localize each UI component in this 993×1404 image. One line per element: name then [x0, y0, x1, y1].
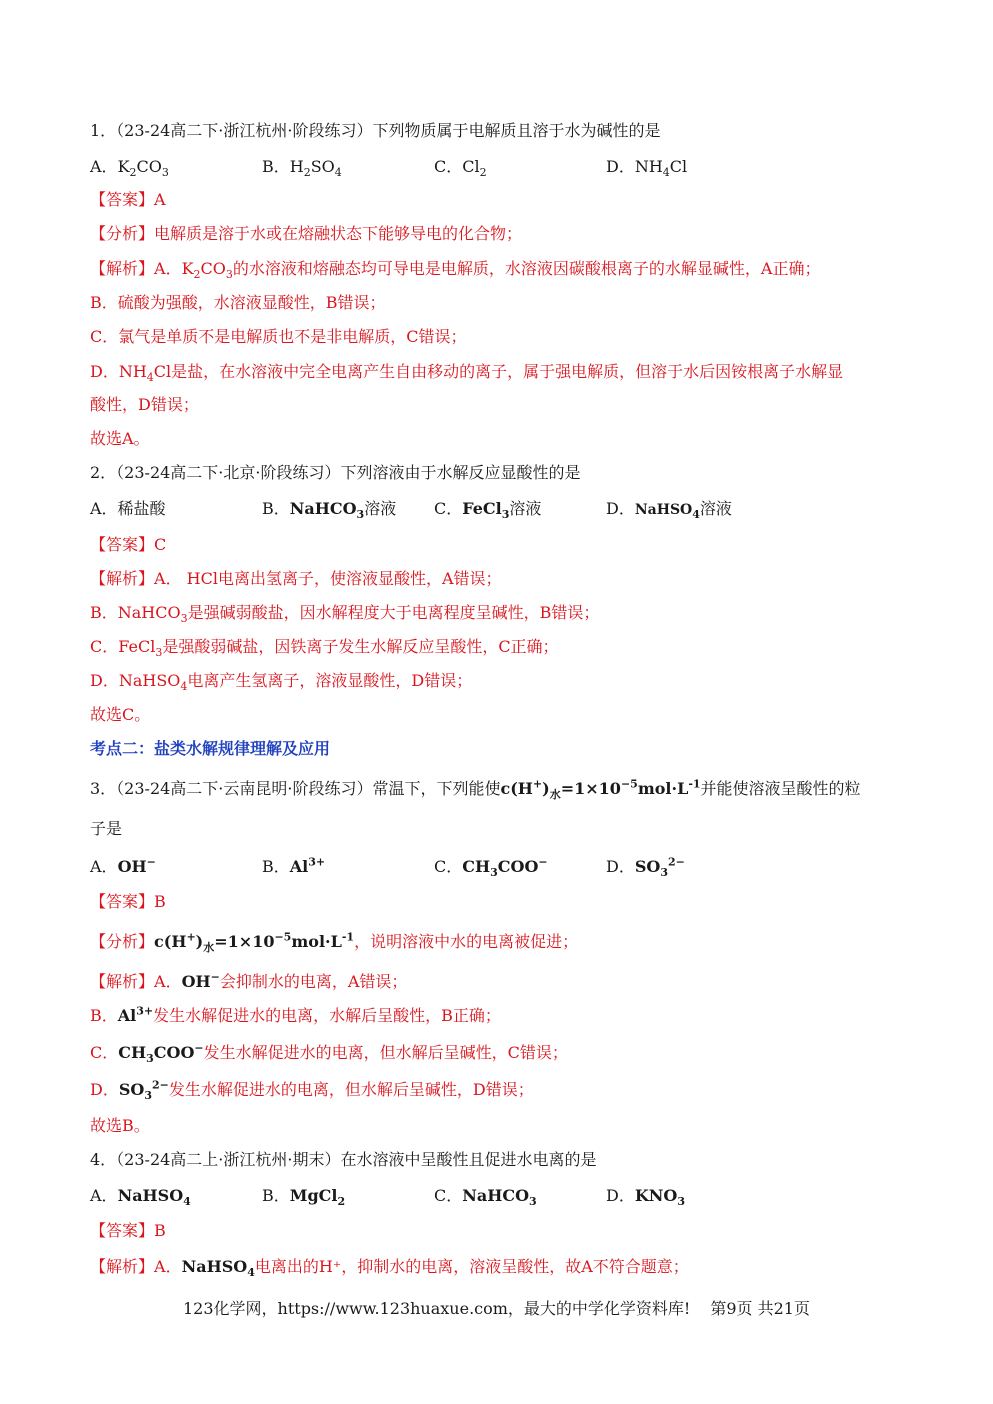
q4-solution-a: 【解析】A．NaHSO$_4$电离出的H⁺，抑制水的电离，溶液呈酸性，故A不符合题意；	[90, 1257, 689, 1280]
q3-formula: $c(H^+)_水=1\times 10^{-5}mol\cdot L^{-1}$	[500, 777, 701, 802]
q2-answer: 【答案】C	[90, 535, 167, 554]
q2-options	[90, 498, 923, 521]
q3-solution-b: B．$Al^{3+}$发生水解促进水的电离，水解后呈酸性，B正确；	[90, 1004, 501, 1025]
q2-option-b: B．NaHCO$_3$溶液	[262, 499, 397, 522]
q1-conclusion: 故选A。	[90, 429, 150, 448]
q1-options	[90, 156, 923, 178]
q3-option-a: A．OH−	[90, 855, 156, 876]
section-heading: 考点二：盐类水解规律理解及应用	[90, 739, 331, 758]
q3-options	[90, 856, 923, 878]
q4-option-b: B．MgCl$_2$	[262, 1186, 346, 1209]
q4-options	[90, 1185, 923, 1207]
q4-option-d: D．$KNO_3$	[606, 1186, 685, 1209]
q1-solution-d: D．$NH_4Cl$是盐，在水溶液中完全电离产生自由移动的离子，属于强电解质，但溶于水后因铵根离子水解显	[90, 362, 844, 385]
q3-solution-a: 【解析】A．OH−会抑制水的电离，A错误；	[90, 970, 408, 991]
q3-option-b: B．$Al^{3+}$	[262, 855, 326, 876]
q3-option-c: C．$CH_3COO^-$	[434, 855, 548, 880]
q1-option-a: A．$K_2CO_3$	[90, 157, 169, 180]
q2-solution-a: 【解析】A． HCl电离出氢离子，使溶液显酸性，A错误；	[90, 569, 502, 588]
q3-solution-d: D．$SO_3^{2-}$发生水解促进水的电离，但水解后呈碱性，D错误；	[90, 1078, 534, 1103]
footer-site: 123化学网，https://www.123huaxue.com，最大的中学化学资料库!	[182, 1299, 691, 1318]
q2-conclusion: 故选C。	[90, 705, 151, 724]
q1-answer: 【答案】A	[90, 190, 166, 209]
q2-option-a: A．稀盐酸	[90, 499, 166, 518]
q1-analysis: 【分析】电解质是溶于水或在熔融状态下能够导电的化合物；	[90, 224, 523, 243]
q1-stem: 1．（23-24高二下·浙江杭州·阶段练习）下列物质属于电解质且溶于水为碱性的是	[90, 121, 661, 140]
q1-solution-c: C．氯气是单质不是电解质也不是非电解质，C错误；	[90, 327, 467, 346]
q1-solution-d-cont: 酸性，D错误；	[90, 395, 199, 414]
q4-option-a: A．NaHSO$_4$	[90, 1186, 191, 1209]
q4-option-c: C．NaHCO$_3$	[434, 1186, 537, 1209]
q2-option-c: C．FeCl$_3$溶液	[434, 499, 542, 522]
q3-conclusion: 故选B。	[90, 1116, 150, 1135]
q3-solution-c: C．$CH_3COO^-$发生水解促进水的电离，但水解后呈碱性，C错误；	[90, 1041, 568, 1066]
q3-stem-cont: 子是	[90, 819, 123, 838]
q1-solution-a: 【解析】A．$K_2CO_3$的水溶液和熔融态均可导电是电解质，水溶液因碳酸根离子的水解显碱性，A正确；	[90, 259, 821, 282]
q1-option-c: C．$Cl_2$	[434, 157, 487, 180]
q2-solution-c: C．FeCl$_3$是强酸弱碱盐，因铁离子发生水解反应呈酸性，C正确；	[90, 637, 559, 660]
q3-stem: 3．（23-24高二下·云南昆明·阶段练习）常温下，下列能使$c(H^+)_水=1\times 10^{-5}mol\cdot L^{-1}$并能使溶液呈酸性的粒	[90, 777, 861, 802]
q1-option-d: D．$NH_4Cl$	[606, 157, 688, 180]
q4-answer: 【答案】B	[90, 1221, 166, 1240]
q2-solution-d: D．NaHSO$_4$电离产生氢离子，溶液显酸性，D错误；	[90, 671, 473, 694]
q2-option-d: D．NaHSO$_4$溶液	[606, 499, 732, 521]
q4-stem: 4．（23-24高二上·浙江杭州·期末）在水溶液中呈酸性且促进水电离的是	[90, 1150, 597, 1169]
q1-option-b: B．$H_2SO_4$	[262, 157, 342, 180]
q3-answer: 【答案】B	[90, 892, 166, 911]
q1-solution-b: B．硫酸为强酸，水溶液显酸性，B错误；	[90, 293, 386, 312]
page-footer	[0, 1298, 993, 1320]
q3-analysis: 【分析】$c(H^+)_水=1\times 10^{-5}mol\cdot L^{-1}$，说明溶液中水的电离被促进；	[90, 930, 579, 955]
q2-solution-b: B．NaHCO$_3$是强碱弱酸盐，因水解程度大于电离程度呈碱性，B错误；	[90, 603, 600, 626]
q3-option-d: D．$SO_3^{2-}$	[606, 855, 685, 880]
footer-page-number: 第9页 共21页	[710, 1299, 810, 1318]
q2-stem: 2．（23-24高二下·北京·阶段练习）下列溶液由于水解反应显酸性的是	[90, 463, 581, 482]
